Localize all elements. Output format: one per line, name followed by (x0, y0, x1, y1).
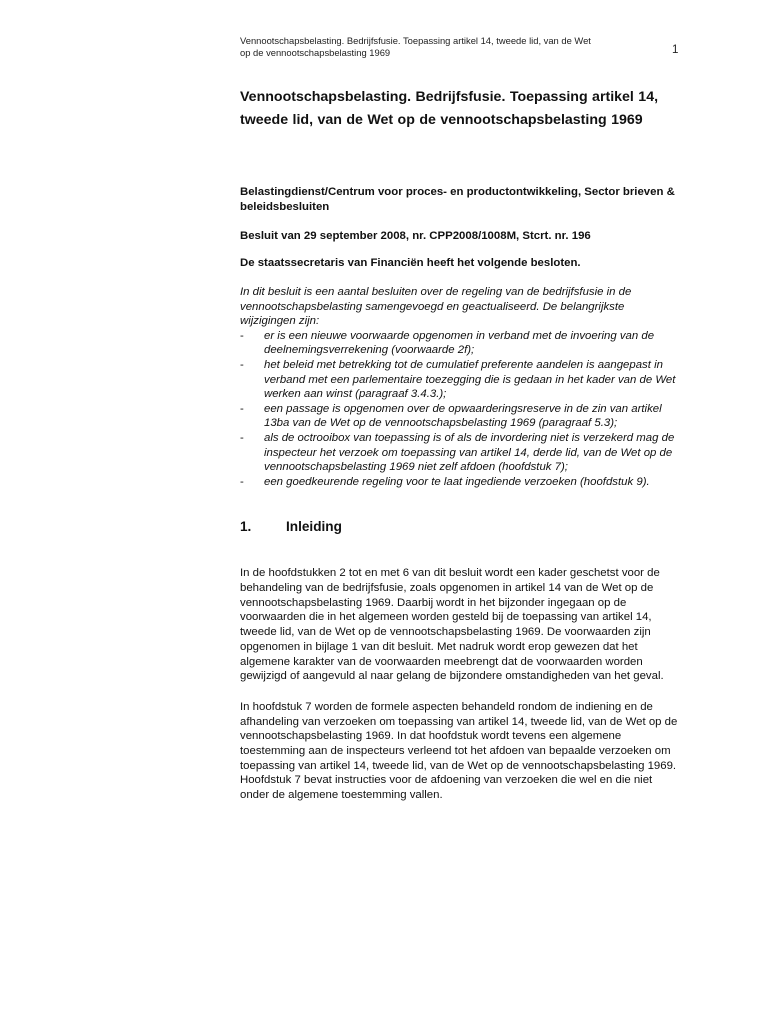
list-item (240, 475, 680, 490)
list-item-text: een goedkeurende regeling voor te laat ingediende verzoeken (hoofdstuk 9). (264, 475, 650, 488)
decision-reference: Besluit van 29 september 2008, nr. CPP2008/1008M, Stcrt. nr. 196 (240, 230, 591, 242)
summary (240, 285, 680, 489)
section-title: Inleiding (286, 519, 342, 535)
list-item (240, 358, 680, 402)
list-item (240, 329, 680, 358)
list-bullet: - (240, 402, 244, 415)
running-title-line-1: Vennootschapsbelasting. Bedrijfsfusie. Toepassing artikel 14, tweede lid, van de Wet (240, 35, 591, 46)
section-paragraph-2: In hoofdstuk 7 worden de formele aspecten behandeld rondom de indiening en de afhandeling van verzoeken om toepassing van artikel 14, tweede lid, van de Wet op de vennootschapsbelasting 1969. In dat hoofdstuk wordt tevens een algemene toestemming aan de inspecteurs verleend tot het afdoen van bepaalde verzoeken om toepassing van artikel 14, tweede lid, van de Wet op de vennootschapsbelasting 1969. Hoofdstuk 7 bevat instructies voor de afdoening van verzoeken die wel en die niet onder de algemene toestemming vallen. (240, 700, 678, 802)
section-heading (240, 518, 680, 536)
running-title-line-2: op de vennootschapsbelasting 1969 (240, 46, 391, 58)
document-body (240, 86, 680, 803)
list-item (240, 402, 680, 431)
list-item-text: een passage is opgenomen over de opwaarderingsreserve in de zin van artikel 13ba van de Wet op de vennootschapsbelasting 1969 (paragraaf 5.3); (264, 402, 662, 430)
list-bullet: - (240, 329, 244, 342)
issuer: Belastingdienst/Centrum voor proces- en productontwikkeling, Sector brieven & beleidsbesluiten (240, 186, 675, 213)
list-item-text: er is een nieuwe voorwaarde opgenomen in verband met de invoering van de deelnemingsverrekening (voorwaarde 2f); (264, 329, 655, 357)
running-header (240, 35, 640, 58)
decision-intro: De staatssecretaris van Financiën heeft het volgende besloten. (240, 257, 581, 269)
list-item-text: het beleid met betrekking tot de cumulatief preferente aandelen is aangepast in verband met een parlementaire toezegging die is gedaan in het kader van de Wet werken aan winst (paragraaf 3.4.3.); (264, 358, 676, 401)
section-paragraph-1: In de hoofdstukken 2 tot en met 6 van dit besluit wordt een kader geschetst voor de behandeling van de bedrijfsfusie, zoals opgenomen in artikel 14 van de Wet op de vennootschapsbelasting 1969. Daarbij wordt in het bijzonder ingegaan op de voorwaarden die in het algemeen worden gesteld bij de toepassing van artikel 14, tweede lid, van de Wet op de vennootschapsbelasting 1969. De voorwaarden zijn opgenomen in bijlage 1 van dit besluit. Met nadruk wordt erop gewezen dat het algemene karakter van de voorwaarden meebrengt dat de voorwaarden worden gewijzigd of aangevuld al naar gelang de bijzondere omstandigheden van het geval. (240, 567, 664, 683)
changes-list (240, 329, 680, 490)
list-bullet: - (240, 475, 244, 488)
summary-intro: In dit besluit is een aantal besluiten over de regeling van de bedrijfsfusie in de vennootschapsbelasting samengevoegd en geactualiseerd. De belangrijkste wijzigingen zijn: (240, 286, 632, 328)
list-item-text: als de octrooibox van toepassing is of als de invordering niet is verzekerd mag de inspecteur het verzoek om toepassing van artikel 14, derde lid, van de Wet op de vennootschapsbelasting 1969 niet zelf afdoen (hoofdstuk 7); (264, 431, 675, 474)
document-title: Vennootschapsbelasting. Bedrijfsfusie. Toepassing artikel 14, tweede lid, van de Wet op de vennootschapsbelasting 1969 (240, 89, 659, 128)
page-number: 1 (672, 44, 679, 56)
list-bullet: - (240, 431, 244, 444)
section-number: 1. (240, 519, 252, 535)
list-bullet: - (240, 358, 244, 371)
list-item (240, 431, 680, 475)
